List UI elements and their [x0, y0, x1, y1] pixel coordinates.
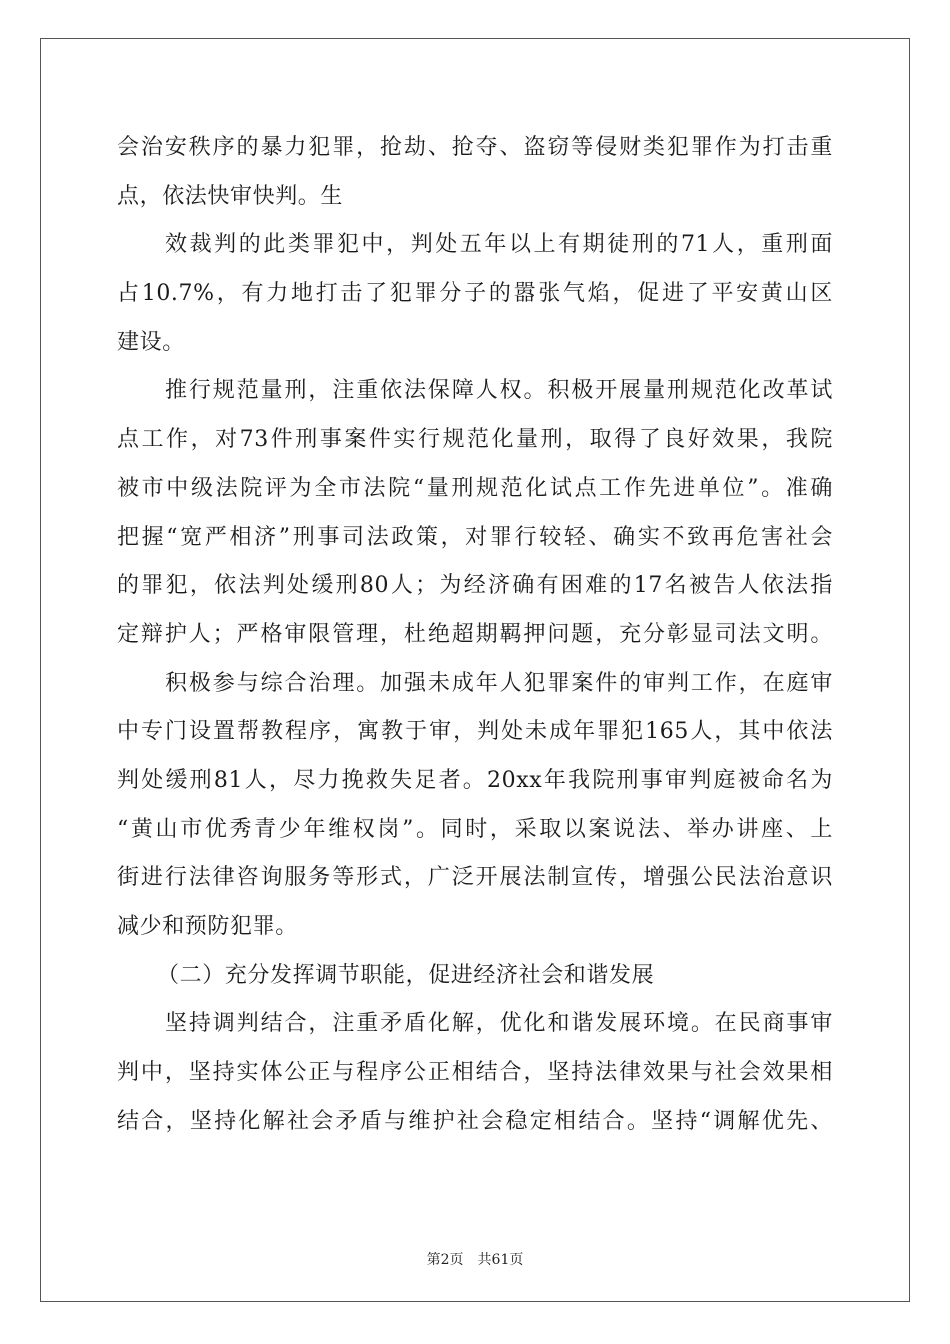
text-line: “黄山市优秀青少年维权岗”。同时，采取以案说法、举办讲座、上 — [117, 816, 833, 842]
text-line: 判处缓刑81人，尽力挽救失足者。20xx年我院刑事审判庭被命名为 — [117, 767, 833, 793]
text-line: 的罪犯，依法判处缓刑80人；为经济确有困难的17名被告人依法指 — [117, 573, 833, 599]
text-line: 减少和预防犯罪。 — [117, 914, 298, 939]
text-line: 被市中级法院评为全市法院“量刑规范化试点工作先进单位”。准确 — [117, 475, 833, 501]
text-line: 效裁判的此类罪犯中，判处五年以上有期徒刑的71人，重刑面 — [165, 232, 833, 258]
text-line: 积极参与综合治理。加强未成年人犯罪案件的审判工作，在庭审 — [165, 670, 833, 696]
page-number: 第2页 — [426, 1252, 464, 1268]
text-line: 把握“宽严相济”刑事司法政策，对罪行较轻、确实不致再危害社会 — [117, 524, 833, 550]
text-line: 推行规范量刑，注重依法保障人权。积极开展量刑规范化改革试 — [165, 378, 833, 404]
text-line: 中专门设置帮教程序，寓教于审，判处未成年罪犯165人，其中依法 — [117, 719, 833, 745]
text-line: 定辩护人；严格审限管理，杜绝超期羁押问题，充分彰显司法文明。 — [117, 621, 833, 647]
text-line: 结合，坚持化解社会矛盾与维护社会稳定相结合。坚持“调解优先、 — [117, 1108, 833, 1134]
text-line: 点，依法快审快判。生 — [117, 183, 344, 209]
text-line: 建设。 — [117, 329, 185, 355]
text-line: 会治安秩序的暴力犯罪，抢劫、抢夺、盗窃等侵财类犯罪作为打击重 — [117, 135, 833, 160]
text-line: 占10.7%，有力地打击了犯罪分子的嚣张气焰，促进了平安黄山区 — [117, 281, 833, 307]
page-footer — [0, 1249, 950, 1269]
text-line: 判中，坚持实体公正与程序公正相结合，坚持法律效果与社会效果相 — [117, 1060, 833, 1086]
text-line: 街进行法律咨询服务等形式，广泛开展法制宣传，增强公民法治意识 — [117, 865, 833, 891]
page-total: 共61页 — [477, 1252, 524, 1268]
section-heading: （二）充分发挥调节职能，促进经济社会和谐发展 — [157, 962, 655, 988]
text-line: 点工作，对73件刑事案件实行规范化量刑，取得了良好效果，我院 — [117, 427, 833, 453]
text-line: 坚持调判结合，注重矛盾化解，优化和谐发展环境。在民商事审 — [165, 1011, 833, 1037]
document-body — [117, 124, 833, 1146]
